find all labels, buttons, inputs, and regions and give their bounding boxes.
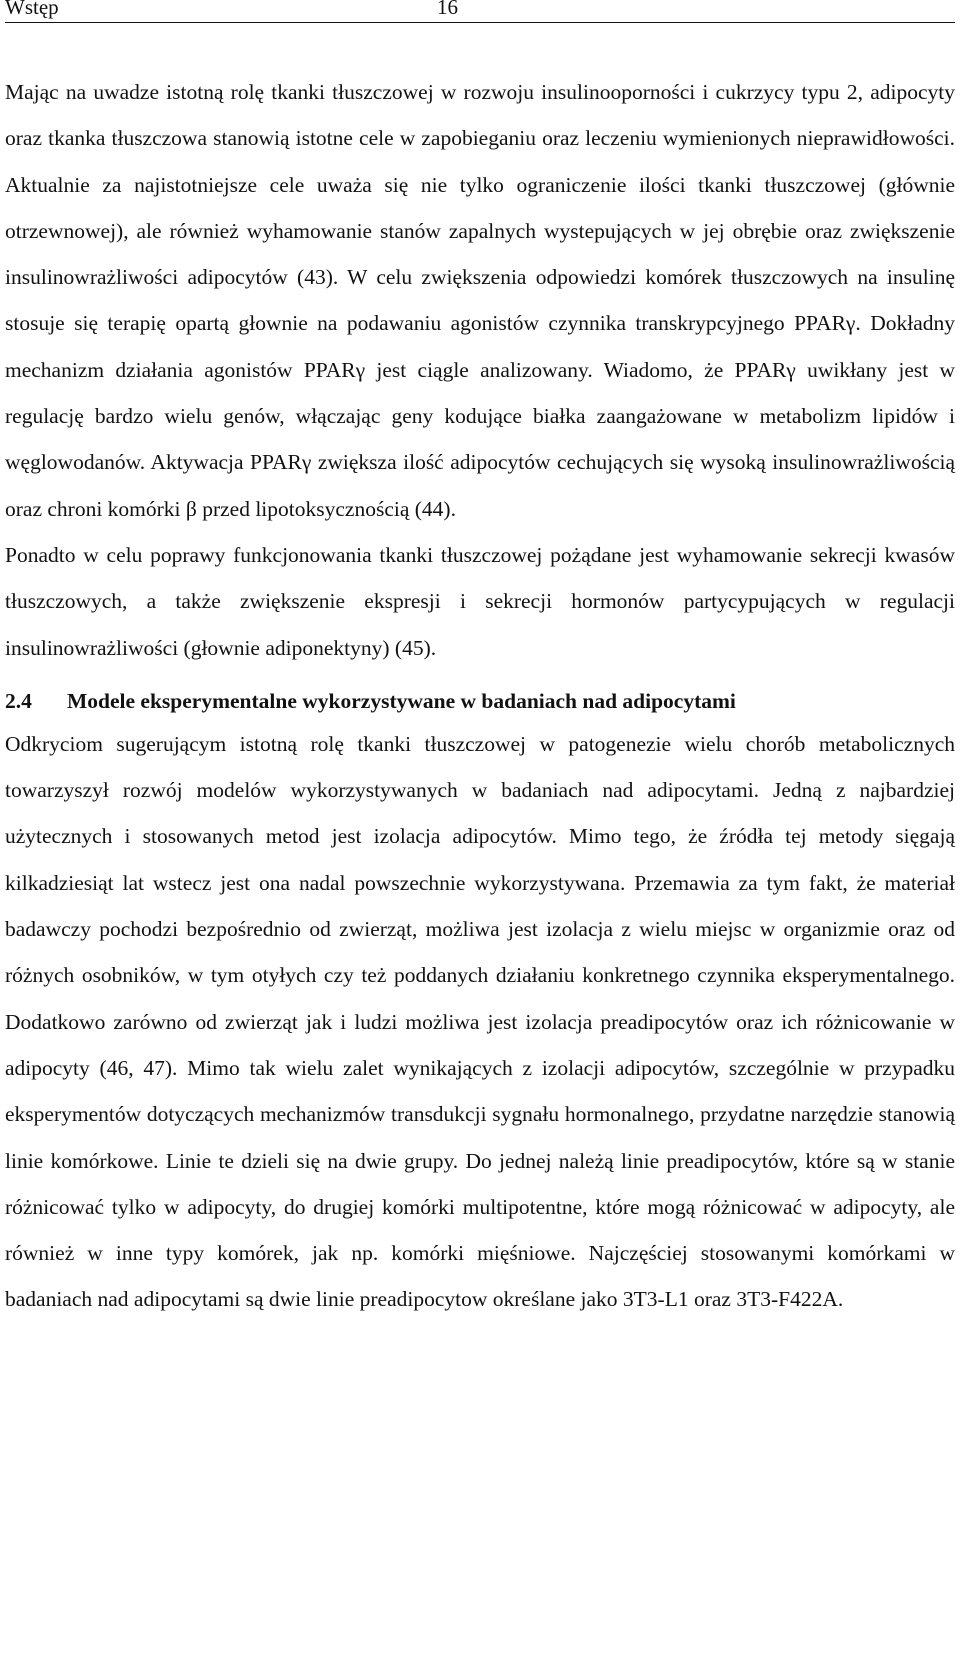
paragraph-experimental-models: Odkryciom sugerującym istotną rolę tkanki tłuszczowej w patogenezie wielu chorób metabolicznych towarzyszył rozwój modelów wykorzystywanych w badaniach nad adipocytami. Jedną z najbardziej użytecznych i stosowanych metod jest izolacja adipocytów. Mimo tego, że źródła tej metody sięgają kilkadziesiąt lat wstecz jest ona nadal powszechnie wykorzystywana. Przemawia za tym fakt, że materiał badawczy pochodzi bezpośrednio od zwierząt, możliwa jest izolacja z wielu miejsc w organizmie oraz od różnych osobników, w tym otyłych czy też poddanych działaniu konkretnego czynnika eksperymentalnego. Dodatkowo zarówno od zwierząt jak i ludzi możliwa jest izolacja preadipocytów oraz ich różnicowanie w adipocyty (46, 47). Mimo tak wielu zalet wynikających z izolacji adipocytów, szczególnie w przypadku eksperymentów dotyczących mechanizmów transdukcji sygnału hormonalnego, przydatne narzędzie stanowią linie komórkowe. Linie te dzieli się na dwie grupy. Do jednej należą linie preadipocytów, które są w stanie różnicować tylko w adipocyty, do drugiej komórki multipotentne, które mogą różnicować w adipocyty, ale również w inne typy komórek, jak np. komórki mięśniowe. Najczęściej stosowanymi komórkami w badaniach nad adipocytami są dwie linie preadipocytow określane jako 3T3-L1 oraz 3T3-F422A. [5,731,955,1312]
running-header-section: Wstęp [5,0,59,19]
section-number: 2.4 [5,688,32,713]
page-number: 16 [437,0,458,19]
section-title: Modele eksperymentalne wykorzystywane w badaniach nad adipocytami [67,688,736,713]
running-header [5,0,955,23]
paragraph-adipose-function: Ponadto w celu poprawy funkcjonowania tkanki tłuszczowej pożądane jest wyhamowanie sekrecji kwasów tłuszczowych, a także zwiększenie ekspresji i sekrecji hormonów partycypujących w regulacji insulinowrażliwości (głownie adiponektyny) (45). [5,542,955,660]
body-text [5,69,955,1323]
paragraph-insulin-resistance: Mając na uwadze istotną rolę tkanki tłuszczowej w rozwoju insulinooporności i cukrzycy typu 2, adipocyty oraz tkanka tłuszczowa stanowią istotne cele w zapobieganiu oraz leczeniu wymienionych nieprawidłowości. Aktualnie za najistotniejsze cele uważa się nie tylko ograniczenie ilości tkanki tłuszczowej (głównie otrzewnowej), ale również wyhamowanie stanów zapalnych wystepujących w jej obrębie oraz zwiększenie insulinowrażliwości adipocytów (43). W celu zwiększenia odpowiedzi komórek tłuszczowych na insulinę stosuje się terapię opartą głownie na podawaniu agonistów czynnika transkrypcyjnego PPARγ. Dokładny mechanizm działania agonistów PPARγ jest ciągle analizowany. Wiadomo, że PPARγ uwikłany jest w regulację bardzo wielu genów, włączając geny kodujące białka zaangażowane w metabolizm lipidów i węglowodanów. Aktywacja PPARγ zwiększa ilość adipocytów cechujących się wysoką insulinowrażliwością oraz chroni komórki β przed lipotoksycznością (44). [5,80,955,521]
document-page [5,0,955,1323]
section-heading [5,681,955,721]
